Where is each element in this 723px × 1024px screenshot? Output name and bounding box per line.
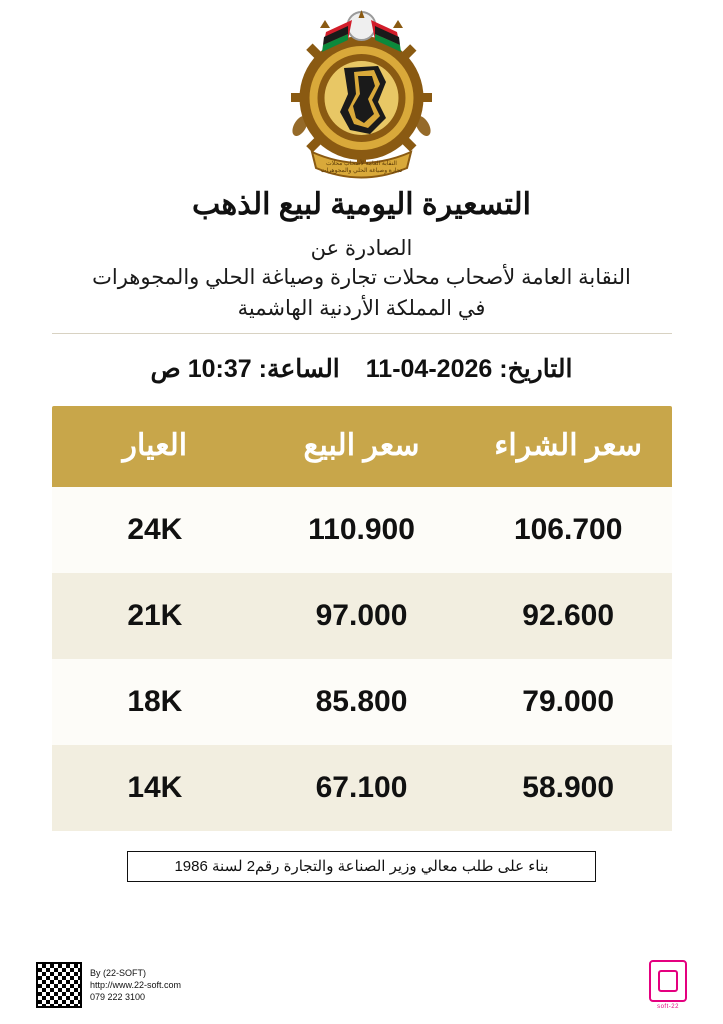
phone-number: 079 222 3100: [90, 992, 146, 1003]
cell-karat: 24K: [52, 487, 259, 573]
date-time-bar: [0, 354, 723, 384]
footer: [0, 954, 723, 1016]
column-header-sell: سعر البيع: [258, 406, 465, 487]
cell-sell: 97.000: [258, 573, 465, 659]
time-segment: [151, 354, 340, 384]
cell-buy: 106.700: [465, 487, 672, 573]
svg-text:النقابة العامة لأصحاب محلات: النقابة العامة لأصحاب محلات: [326, 161, 397, 167]
brand-logo-caption: 22-soft: [657, 1004, 679, 1010]
qr-code-icon: [36, 962, 82, 1008]
cell-karat: 21K: [52, 573, 259, 659]
cell-buy: 92.600: [465, 573, 672, 659]
cell-karat: 18K: [52, 659, 259, 745]
by-line: By (22-SOFT): [90, 967, 147, 978]
page-title: التسعيرة اليومية لبيع الذهب: [191, 188, 532, 221]
website-link[interactable]: http://www.22-soft.com: [90, 979, 182, 990]
table-row: [52, 573, 672, 659]
cell-buy: 58.900: [465, 745, 672, 831]
cell-sell: 67.100: [258, 745, 465, 831]
issued-by-label: الصادرة عن: [310, 237, 413, 260]
time-label: الساعة:: [258, 355, 340, 383]
jordan-coat-of-arms-icon: [274, 6, 449, 181]
table-body: [52, 487, 672, 831]
country-line: في المملكة الأردنية الهاشمية: [237, 297, 486, 320]
gold-price-table: [52, 406, 672, 831]
22-soft-logo-icon: [649, 960, 687, 1002]
time-value: 10:37 ص: [150, 355, 252, 383]
table-row: [52, 487, 672, 573]
brand-logo-block: [649, 960, 687, 1010]
legal-footnote: بناء على طلب معالي وزير الصناعة والتجارة رقم2 لسنة 1986: [127, 851, 596, 882]
authority-name: النقابة العامة لأصحاب محلات تجارة وصياغة الحلي والمجوهرات: [92, 266, 631, 289]
svg-text:تجارة وصياغة الحلي والمجوهرات: تجارة وصياغة الحلي والمجوهرات: [320, 168, 403, 174]
cell-sell: 110.900: [258, 487, 465, 573]
contact-lines: [90, 967, 181, 1003]
cell-karat: 14K: [52, 745, 259, 831]
column-header-buy: سعر الشراء: [465, 406, 672, 487]
table-header-row: [52, 406, 672, 487]
table-row: [52, 745, 672, 831]
date-segment: [366, 354, 573, 384]
column-header-karat: العيار: [52, 406, 259, 487]
cell-buy: 79.000: [465, 659, 672, 745]
cell-sell: 85.800: [258, 659, 465, 745]
emblem-container: [0, 0, 723, 181]
divider: [52, 333, 672, 334]
table-row: [52, 659, 672, 745]
date-value: 2026-04-11: [365, 355, 493, 383]
table-header: [52, 406, 672, 487]
footer-contact: [36, 962, 181, 1008]
date-label: التاريخ:: [499, 355, 573, 383]
